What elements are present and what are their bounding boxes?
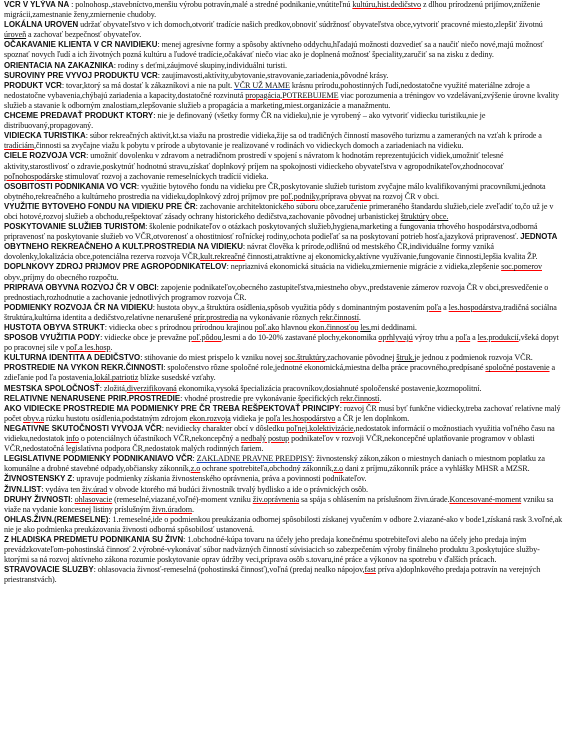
text-run: ,príprava xyxy=(319,191,350,201)
section-heading: SPOSOB VYUŽITIA PODY xyxy=(4,333,101,343)
underlined-text: z.o xyxy=(190,464,201,474)
underlined-text: živ.oprávnenia xyxy=(252,494,300,504)
paragraph-12 xyxy=(4,222,563,262)
paragraph-1 xyxy=(4,0,563,20)
underlined-text: obyv.a xyxy=(23,413,45,423)
section-heading: VCR V YLÝVA NA xyxy=(4,0,70,9)
underlined-text: poľ.a les.hosp xyxy=(66,343,111,353)
text-run: . xyxy=(358,312,361,322)
text-run: : súbor rekreačných aktivít,kt.sa viažu na prostredie vidieka,žije sa od tradičných činností masového turizmu a zameraných na vzťah k prírode a xyxy=(85,131,542,141)
text-run: : polnohosp.,stavebníctvo,menšiu výrobu potravín,malé a stredné podnikanie,vnútiteľnú xyxy=(69,0,353,9)
paragraph-20 xyxy=(4,384,563,394)
section-heading: PROSTREDIE NA VYKON REKR.ČINNOSTI xyxy=(4,363,164,373)
section-heading: DRUHY ŽIVNOSTI xyxy=(4,494,71,504)
text-run: : xyxy=(70,494,75,504)
underlined-text: ZAKLADNE PRAVNE PREDPISY xyxy=(196,454,313,464)
paragraph-26 xyxy=(4,485,563,495)
text-run: príva a)doplnkového predaja potravín na verejných priestranstvách). xyxy=(4,565,541,585)
underlined-text: prír.prostredia xyxy=(193,312,238,322)
text-run: : ohlasovacia živnosť-remeselná (pohostinská činnosť),voľná (predaj nealko nápojov, xyxy=(93,565,365,575)
paragraph-6 xyxy=(4,81,563,111)
text-run: : zaujímavosti,aktívity,ubytovanie,stravovanie,zariadenia,pôvodné krásy. xyxy=(157,70,389,80)
paragraph-17 xyxy=(4,333,563,353)
underlined-text: VČR UŽ MAME xyxy=(233,80,290,90)
text-run: : spoločenstvo rôzne spoločné role,jednotné ekonomická,miestna delba práce pracovného,predpísané xyxy=(163,363,486,373)
text-run: ,zachovanie pôvodnej xyxy=(325,353,397,363)
underlined-text: úroveň xyxy=(4,30,27,40)
paragraph-16 xyxy=(4,323,563,333)
underlined-text: z.o xyxy=(333,464,344,474)
section-heading: HUSTOTA OBYVA STRUKT xyxy=(4,323,105,332)
underlined-text: poľa xyxy=(426,302,442,312)
text-run: ,tradičná sociálna štruktúra,kultúrna identita a dedičstvo,relatívne nenarušené xyxy=(4,302,557,322)
text-run: : vhodné prostredie pre vykonávanie špecifických xyxy=(180,393,340,403)
text-run: z dlhou prírodzenú prijímov,zníženie migrácii,zamestnanie ženy,zmiernenie chudoby. xyxy=(4,0,541,20)
underlined-text: propagácia xyxy=(245,90,281,100)
section-heading: CIELE ROZVOJA VCR xyxy=(4,151,87,161)
text-run: a zdieľanie pod ľa postavenia, xyxy=(4,363,556,383)
section-heading: OSOBITOSTI PODNIKANIA VO VCR xyxy=(4,181,137,191)
text-run: : rozvoj ČR musí byť funkčne vidiecky,treba zachovať relatívne malý počet xyxy=(4,403,561,423)
text-run: : 1.obchodné-kúpa tovaru na účely jeho predaja konečnému spotrebiteľovi alebo na účely jeho predaja iným prevádzkovateľom-pohostinská činnosť 2.výrobné-vykonávať súbor nadväzných činností súvisiacich so zabezpečením výroby finálneho produktu 3.poskytujúce služby-ktorými sa ná rozvoj aktívneho zákona rozumie poskytovanie oprav údržby veci,príprava osôb s.tovaru,iné práce a výkonov na spotrebu v ďalších prácach. xyxy=(4,534,540,565)
text-run: : zapojenie podnikateľov,obecného zastupiteľstva,miestneho obyv.,predstavenie zámerov rozvoja ČR v obci,presvedčenie o prednostiach,rozhodnutie a zachovanie jednotlivých programov rozvoja ČR. xyxy=(4,282,549,302)
text-run: rúzku hustotu osídlenia,podstatným zdrojom xyxy=(44,413,190,423)
text-run: sa spája s ohlásením na príslušnom živn.úrade. xyxy=(299,494,450,504)
text-run: : tovar,ktorý sa má dostať k zákazníkovi a nie na pult. xyxy=(61,80,234,90)
underlined-text: spoločné postavenie xyxy=(485,363,550,373)
section-heading: RELATIVNE NENARUSENE PRIR.PROSTREDIE xyxy=(4,393,181,403)
section-heading: LEGISLATIVNE PODMIENKY PODNIKANIAVO VČR xyxy=(4,454,193,464)
text-run: : umožniť dovolenku v zdravom a netradičnom prostredí v spojení s návratom k hodnotám reprezentujúcich vidiek,umožniť telesné aktivity,starostlivosť o zdravie,poskytnúť hodnotnú stravu,získať doplnkový príjem na spokojnosti vidieckeho obyvateľstva v agropodnikateľov,zhodnocovať xyxy=(4,151,505,171)
paragraph-9 xyxy=(4,151,563,181)
underlined-text: kultúru,hist.dedičstvo xyxy=(352,0,421,9)
section-heading: Z HLADISKA PREDMETU PODNIKANIA SU ŽIVN xyxy=(4,534,184,544)
text-run: : návrat člověka k prírode,odlišnú od mestského ČR,individuálne formy vzniká dovolenky,lokalizácia obce,potenciálna rezerva rozvoja VČR, xyxy=(4,242,494,262)
underlined-text: soc.štruktúry xyxy=(284,353,326,363)
text-run: : zachovanie architektonického súboru obce,zaručenie primeraného štandardu služieb,ciele zveľadiť to,čo už je v obci hotové,rozvoj služieb a obchodu,rešpektovať zásady ochrany historického dedičstva,zachovanie pôvodnej urbanistickej xyxy=(4,201,554,221)
underlined-text: poľ.pôdou xyxy=(188,333,222,343)
underlined-text: soc.pomerov xyxy=(501,262,542,272)
underlined-text: poľ.podniky xyxy=(280,191,320,201)
section-heading: OČAKAVANIE KLIENTA V CR NAVIDIEKU xyxy=(4,40,158,50)
section-heading: PRIPRAVA OBYVNA ROZVOJ ČR V OBCI xyxy=(4,282,157,292)
text-run: na rozvoj ČR v obci. xyxy=(371,191,439,201)
text-run: : nevidiecky charakter obcí v dôsledku xyxy=(161,423,287,433)
text-run: vzniku sa viaže na vydanie koncesnej listiny príslušným xyxy=(4,494,554,514)
text-run: : vidiecke obce je prevažne xyxy=(100,333,189,343)
underlined-text: les. xyxy=(360,323,371,332)
text-run: dani z príjmu,zákonník práce a vyhlášky MHSR a MZSR. xyxy=(343,464,530,474)
underlined-text: diverzifikovaná xyxy=(126,383,177,393)
underlined-text: živn.úradom xyxy=(151,504,192,514)
section-heading: VYUŽITIE BYTOVEHO FONDU NA VIDIEKU PRE ČR xyxy=(4,201,196,211)
underlined-text: poľnej.kolektivizácie xyxy=(286,423,354,433)
text-run: : stihovanie do miest prispelo k vzniku novej xyxy=(140,353,285,363)
paragraph-22 xyxy=(4,404,563,424)
paragraph-10 xyxy=(4,182,563,202)
text-run: , xyxy=(280,90,283,100)
underlined-text: rekr.činností xyxy=(319,312,359,322)
underlined-text: poľ.ako xyxy=(254,323,280,332)
section-heading: ORIENTACIA NA ZAKAZNIKA xyxy=(4,60,114,70)
text-run: obyv.,príjmy do obecného rozpočtu. xyxy=(4,272,119,282)
underlined-text: les.produkcií xyxy=(477,333,519,343)
text-run: : využitie bytového fondu na vidieku pre ČR,poskytovanie služieb turistom zvyčajne málo kvalifikovanými pracovníkmi,jednota obytného,rekreačného a kultúrneho prostredia na vidieku,doplnkový zdroj príjmov pre xyxy=(4,181,546,201)
text-run: (remeselné,viazané,voľné)-moment vzniku xyxy=(112,494,253,504)
text-run: : živnostenský zákon,zákon o miestnych daniach o miestnom poplatku za komunálne a drobné stavebné odpady,občiansky zákonník, xyxy=(4,454,545,474)
underlined-text: ohlasovacie xyxy=(74,494,113,504)
paragraph-5 xyxy=(4,71,563,81)
text-run: o potenciálnych účastníkoch VČR,nekoncepčný a xyxy=(78,434,241,444)
paragraph-13 xyxy=(4,262,563,282)
text-run: . xyxy=(379,393,382,403)
underlined-text: Koncesované-moment xyxy=(449,494,522,504)
text-run: . xyxy=(110,343,113,353)
text-run: ,činnosti sa zvyčajne viažu k pobytu v prírode a ubytovanie je realizované v rodinách vo vidieckych domoch a zariadeniach na vidieku. xyxy=(33,141,464,151)
section-heading: SUROVINY PRE VYVOJ PRODUKTU VCR xyxy=(4,70,158,80)
section-heading: POSKYTOVANIE SLUŽIEB TURISTOM xyxy=(4,222,146,232)
underlined-text: oprhlyvajú xyxy=(378,333,413,343)
text-run: : vydáva ten xyxy=(41,484,82,494)
section-heading: VIDIECKA TURISTIKA xyxy=(4,131,86,141)
paragraph-8 xyxy=(4,131,563,151)
paragraph-23 xyxy=(4,424,563,454)
paragraph-19 xyxy=(4,363,563,383)
underlined-text: rekr.činností xyxy=(340,393,380,403)
underlined-text: ekon.rozvoja xyxy=(189,413,231,423)
paragraph-2 xyxy=(4,20,563,40)
underlined-text: poľa les.hospodárstvo xyxy=(265,413,336,423)
text-run: : xyxy=(192,454,197,464)
section-heading: MESTSKA SPOLOČNOSŤ xyxy=(4,383,100,393)
text-run: stimulovať rozvoj a zachovanie remeselníckych tradícií vidieka. xyxy=(62,171,269,181)
paragraph-21 xyxy=(4,394,563,404)
text-run: a xyxy=(470,333,478,343)
text-run: : hustota obyv.,a štruktúra osídlenia,spôsob využitia pôdy s dominantným postavením xyxy=(152,302,427,312)
text-run: : nepriaznivá ekonomická situácia na vidieku,zmiernenie migrácie z vidieka,zlepšenie xyxy=(226,262,502,272)
text-run: : upravuje podmienky získania živnostenského oprávnenia, práva a povinnosti podnikateľov. xyxy=(72,474,367,484)
underlined-text: živ.úrad xyxy=(81,484,108,494)
text-run: je jednou z podmienok rozvoja VČR. xyxy=(414,353,533,363)
text-run: na vykonávanie rôznych xyxy=(237,312,320,322)
text-run: ,nedostatok informácií o možnostiach využitia voľného času na vidieku,nedostatok xyxy=(4,423,555,444)
paragraph-18 xyxy=(4,353,563,363)
underlined-text: poľa xyxy=(455,333,471,343)
text-run: mi deddinami. xyxy=(370,323,417,332)
underlined-text: POTREBUJEME xyxy=(282,90,339,100)
underlined-text: ekon.činnosťou xyxy=(308,323,359,332)
section-heading: ŽIVN.LIST xyxy=(4,484,42,494)
underlined-text: štruk. xyxy=(396,353,415,363)
text-run: a xyxy=(441,302,449,312)
section-heading: KULTURNA IDENTITA A DEDIČSTVO xyxy=(4,353,141,363)
text-run: podnikateľov v rozvoji VČR,nekoncepčné uplatňovanie programov v oblasti VČR,nedostatočná legislatívna podpora ČR,nedostatok malých rodinných fariem. xyxy=(4,434,535,454)
text-run: : vidiecka obec s prírodnou prírodnou krajinou xyxy=(104,323,255,332)
section-heading: OHLAS.ŽIVN.(REMESELNE) xyxy=(4,514,109,524)
section-heading: PODMIENKY ROZVOJA ČR NA VIDIEKU xyxy=(4,302,153,312)
text-run: v obvode ktorého má budúci živnostník trvalý bydlisko a ide o právnických osôb. xyxy=(107,484,368,494)
section-heading: DOPLNKOVY ZDROJ PRIJMOV PRE AGROPODNIKATELOV xyxy=(4,262,227,272)
paragraph-14 xyxy=(4,283,563,303)
text-run: udržať obyvateľstvo v ich domoch,otvoriť tradície našich predkov,obnoviť súdržnosť obyvateľstva obce,vytvoriť pracovné miesto,zlepšiť životnú xyxy=(78,20,543,30)
paragraph-15 xyxy=(4,303,563,323)
text-run: : zložitá, xyxy=(99,383,127,393)
text-run: : školenie podnikateľov o otázkach poskytovaných služieb,hygiena,marketing a fungovania trhového hospodárstva,odborná pripravenosť na poskytovanie služieb vo VČR,otvorenosť a ohostitniosť roľníckej rodiny,ochota podieľať sa na poskytovaní potrieb hosťa,jazyková pripravenosť. xyxy=(4,222,538,242)
underlined-text: fast xyxy=(364,565,376,575)
underlined-text: poľnohospodárske xyxy=(4,171,63,181)
section-heading: AKO VIDIECKE PROSTREDIE MA PODMIENKY PRE ČR TREBA REŠPEKTOVAŤ PRINCIPY xyxy=(4,403,340,413)
text-run: krásnu prírodu,pohostinných ľudí,nedostatočne využité materiálne zdroje a nedostatočne vybavenia,chýbajú zariadenia a kapacity,dostatočné rozvinutá xyxy=(4,80,530,100)
section-heading: CHCEME PREDAVAŤ PRODUKT KTORY xyxy=(4,111,154,121)
text-run: a ČR je len doplnkom. xyxy=(335,413,410,423)
underlined-text: štruktúry obce. xyxy=(400,211,449,221)
text-run: vidieka je xyxy=(230,413,266,423)
text-run: ochrane spotrebiteľa,obchodný zákonník, xyxy=(200,464,334,474)
underlined-text: tradíciám xyxy=(4,141,34,151)
text-run: : rodiny s deťmi,záujmové skupiny,individuálni turisti. xyxy=(113,60,287,70)
text-run: činnosti,atraktívne aj ekonomicky,aktívne využívanie,fungovanie činnosti,lepšia kvalita ŽP. xyxy=(245,252,538,262)
section-heading: LOKÁLNA UROVEN xyxy=(4,20,79,30)
section-heading: PRODUKT VCR xyxy=(4,80,62,90)
text-run: hlavnou xyxy=(279,323,309,332)
paragraph-4 xyxy=(4,61,563,71)
section-heading: ŽIVNOSTENSKY Z xyxy=(4,474,73,484)
text-run: výroy trhu a xyxy=(412,333,456,343)
text-run: ,všeká dopyt po pracovnej sile v xyxy=(4,333,559,353)
text-run: a zachovať bezpečnosť obyvateľov. xyxy=(26,30,142,40)
underlined-text: kult.rekreačné xyxy=(200,252,246,262)
underlined-text: obyvat xyxy=(349,191,372,201)
text-run: ekonomika,vysoká špecializácia pracovníkov,dosiahnuté spoločenské postavenie,kozmopolitní. xyxy=(176,383,482,393)
text-run: ,lesmi a do 10-20% zastavané plochy,ekonomika xyxy=(221,333,379,343)
text-run: viac porozumenia a tréningov vo vzdelávaní,zvýšenie úrovne kvality služieb a stavanie k odborným znalostiam,zlepšovanie služieb a propagácia a marketing,miest.organizácie a manažmentu. xyxy=(4,90,559,110)
underlined-text: lokál.patriotiz xyxy=(94,373,139,383)
underlined-text: les.hospodárstva xyxy=(448,302,502,312)
text-run: . xyxy=(191,504,194,514)
section-heading: NEGATIVNE SKUTOČNOSTI VYVOJA VČR xyxy=(4,423,162,433)
text-run: : menej agresívne formy a spôsoby aktívneho oddychu,hľadajú možnosti dozvedieť sa a naučiť niečo nové,majú možnosť spoznať novych ľudí a ich životných pozná kultúru a ľudové tradície,očakávať niečo viac ako je doplnená možnosť špeciality,zaručiť sa na zisku z dediny. xyxy=(4,40,544,60)
paragraph-25 xyxy=(4,474,563,484)
text-run: : nie je definovaný (všetky formy ČR na vidieku),nie je vyrobený – ako vytvoriť vidiecku turistiku,nie je distribuovaný,propagovaný. xyxy=(4,111,486,131)
paragraph-30 xyxy=(4,565,563,585)
section-heading: JEDNOTA OBYTNEHO REKREAČNEHO A KULT.PROSTREDIA NA VIDIEKU xyxy=(4,232,558,252)
paragraph-29 xyxy=(4,535,563,565)
text-run: : 1.remeselné,ide o podmienkou preukázania odbornej spôsobilosti získanej vyučením v odbore 2.viazané-ako v bode1,získaná rask 3.voľné,ak nie je ako podmienka preukázovania živnosti odborná spôsobilosť ustanovená. xyxy=(4,514,563,534)
paragraph-11 xyxy=(4,202,563,222)
paragraph-7 xyxy=(4,111,563,131)
section-heading: STRAVOVACIE SLUZBY xyxy=(4,565,94,575)
underlined-text: nedbalý postup xyxy=(240,434,290,444)
text-run: blízke susedské vzťahy. xyxy=(138,373,216,383)
paragraph-28 xyxy=(4,515,563,535)
paragraph-27 xyxy=(4,495,563,515)
paragraph-3 xyxy=(4,40,563,60)
paragraph-24 xyxy=(4,454,563,474)
underlined-text: info xyxy=(66,434,79,444)
